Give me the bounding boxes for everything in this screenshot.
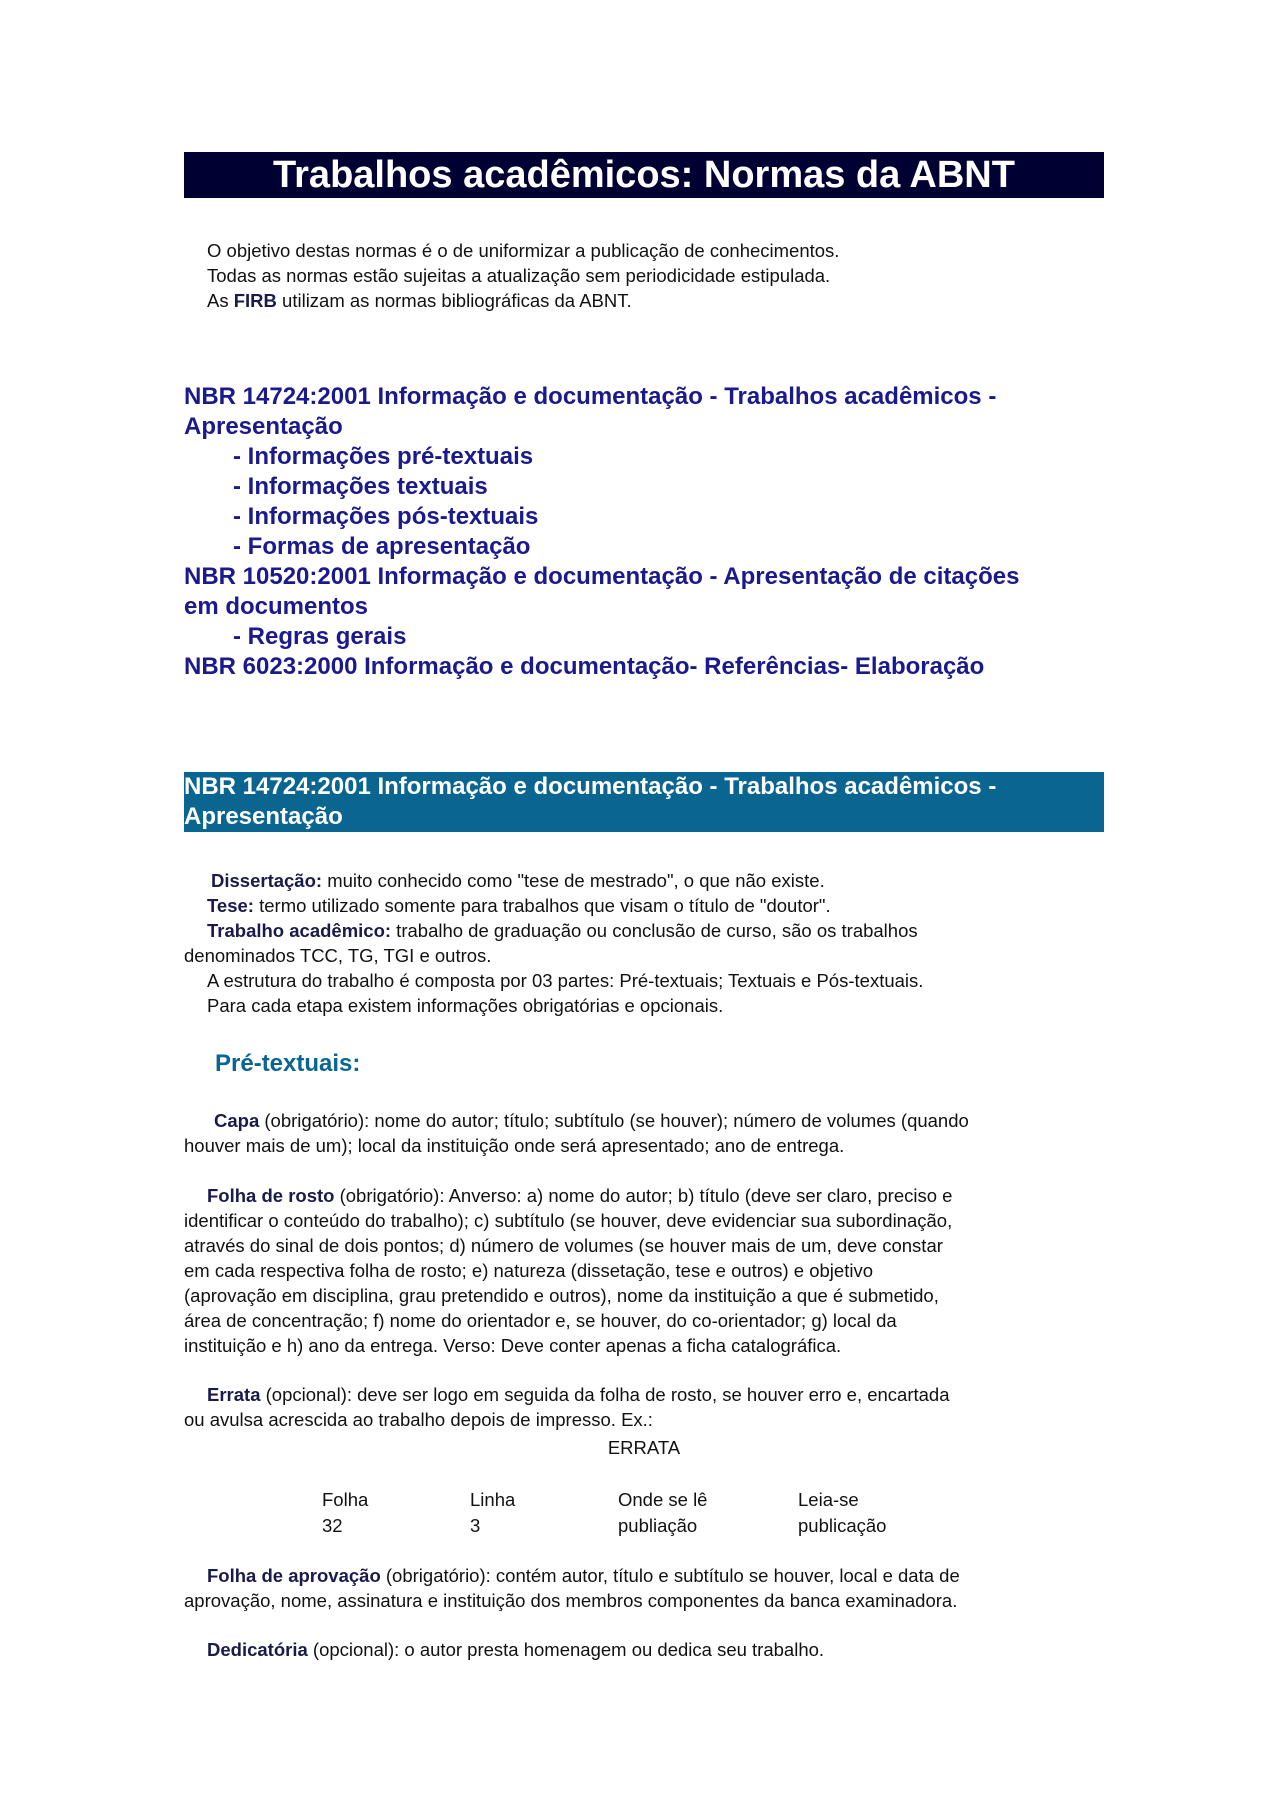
capa-paragraph (184, 1108, 1104, 1158)
definition-text: trabalho de graduação ou conclusão de curso, são os trabalhos (391, 920, 918, 941)
capa-text: (obrigatório): nome do autor; título; subtítulo (se houver); número de volumes (quando (259, 1110, 969, 1131)
errata-title: ERRATA (607, 1437, 681, 1458)
table-row (322, 1487, 918, 1513)
folha-rosto-text: em cada respectiva folha de rosto; e) natureza (dissetação, tese e outros) e objetivo (184, 1260, 873, 1281)
toc-item: NBR 6023:2000 Informação e documentação- Referências- Elaboração (184, 653, 985, 680)
section-heading (184, 772, 1104, 832)
folha-aprovacao-text: aprovação, nome, assinatura e instituição dos membros componentes da banca examinadora. (184, 1590, 958, 1611)
section-heading-line: Apresentação (184, 803, 343, 830)
folha-rosto-text: (obrigatório): Anverso: a) nome do autor; b) título (deve ser claro, preciso e (334, 1185, 953, 1206)
toc-item: Apresentação (184, 413, 343, 440)
folha-aprovacao-text: (obrigatório): contém autor, título e subtítulo se houver, local e data de (380, 1565, 960, 1586)
table-cell: publicação (798, 1515, 887, 1536)
capa-text: houver mais de um); local da instituição onde será apresentado; ano de entrega. (184, 1135, 845, 1156)
errata-text: ou avulsa acrescida ao trabalho depois de impresso. Ex.: (184, 1409, 653, 1430)
definition-term: Trabalho acadêmico: (207, 920, 392, 941)
table-of-contents (184, 382, 1104, 682)
dedicatoria-paragraph (184, 1637, 1104, 1662)
folha-rosto-term: Folha de rosto (207, 1185, 335, 1206)
intro-line: Todas as normas estão sujeitas a atualização sem periodicidade estipulada. (207, 265, 831, 286)
errata-term: Errata (207, 1384, 261, 1405)
table-cell: 3 (470, 1515, 481, 1536)
table-header: Linha (470, 1489, 516, 1510)
definition-text: termo utilizado somente para trabalhos que visam o título de "doutor". (253, 895, 831, 916)
folha-rosto-text: através do sinal de dois pontos; d) número de volumes (se houver mais de um, deve constar (184, 1235, 943, 1256)
definition-term: Dissertação: (211, 870, 323, 891)
errata-table (322, 1487, 918, 1539)
etapa-text: Para cada etapa existem informações obrigatórias e opcionais. (207, 995, 724, 1016)
table-header: Leia-se (798, 1489, 859, 1510)
definition-dissertacao (184, 868, 1104, 893)
definitions-block (184, 868, 1104, 1018)
intro-text: As (207, 290, 234, 311)
firb-label: FIRB (233, 290, 277, 311)
folha-rosto-text: (aprovação em disciplina, grau pretendido e outros), nome da instituição a que é submetido, (184, 1285, 939, 1306)
page-title: Trabalhos acadêmicos: Normas da ABNT (184, 152, 1104, 198)
folha-rosto-paragraph (184, 1183, 1104, 1358)
intro-line: O objetivo destas normas é o de uniformizar a publicação de conhecimentos. (207, 240, 840, 261)
toc-subitem: - Informações textuais (233, 473, 488, 500)
errata-text: (opcional): deve ser logo em seguida da folha de rosto, se houver erro e, encartada (260, 1384, 950, 1405)
toc-item: em documentos (184, 593, 369, 620)
folha-aprovacao-term: Folha de aprovação (207, 1565, 381, 1586)
folha-rosto-text: área de concentração; f) nome do orientador e, se houver, do co-orientador; g) local da (184, 1310, 897, 1331)
section-heading-line: NBR 14724:2001 Informação e documentação - Trabalhos acadêmicos - (184, 773, 997, 800)
estrutura-text: A estrutura do trabalho é composta por 03 partes: Pré-textuais; Textuais e Pós-textuais. (207, 970, 924, 991)
intro-paragraph (207, 238, 839, 313)
dedicatoria-text: (opcional): o autor presta homenagem ou dedica seu trabalho. (307, 1639, 825, 1660)
toc-subitem: - Regras gerais (233, 623, 407, 650)
intro-text: utilizam as normas bibliográficas da ABNT. (276, 290, 632, 311)
intro-line (207, 288, 839, 313)
toc-item: NBR 14724:2001 Informação e documentação - Trabalhos acadêmicos - (184, 383, 997, 410)
pretextuais-heading: Pré-textuais: (215, 1050, 361, 1077)
definition-trabalho-cont: denominados TCC, TG, TGI e outros. (184, 945, 492, 966)
table-row (322, 1513, 918, 1539)
table-cell: 32 (322, 1515, 343, 1536)
definition-text: muito conhecido como "tese de mestrado", o que não existe. (322, 870, 825, 891)
capa-term: Capa (214, 1110, 260, 1131)
folha-rosto-text: instituição e h) ano da entrega. Verso: Deve conter apenas a ficha catalográfica. (184, 1335, 842, 1356)
toc-subitem: - Informações pré-textuais (233, 443, 534, 470)
table-header: Folha (322, 1489, 369, 1510)
definition-tese (184, 893, 1104, 918)
toc-subitem: - Informações pós-textuais (233, 503, 539, 530)
folha-rosto-text: identificar o conteúdo do trabalho); c) subtítulo (se houver, deve evidenciar sua subordinação, (184, 1210, 953, 1231)
toc-item: NBR 10520:2001 Informação e documentação - Apresentação de citações (184, 563, 1020, 590)
table-header: Onde se lê (618, 1489, 708, 1510)
definition-term: Tese: (207, 895, 254, 916)
dedicatoria-term: Dedicatória (207, 1639, 308, 1660)
toc-subitem: - Formas de apresentação (233, 533, 531, 560)
table-cell: publiação (618, 1515, 698, 1536)
folha-aprovacao-paragraph (184, 1563, 1104, 1613)
definition-trabalho (184, 918, 1104, 943)
